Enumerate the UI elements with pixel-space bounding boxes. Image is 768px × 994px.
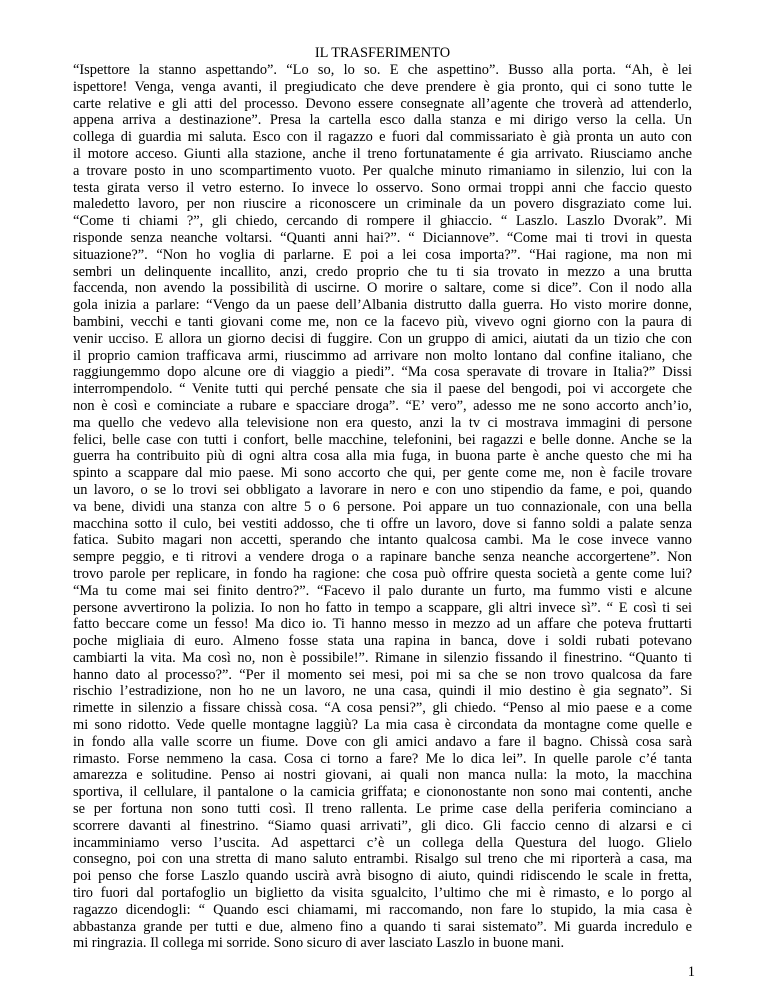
document-page (73, 45, 692, 952)
text-line: ragazzo dicendogli: “ Quando esci chiamami, mi raccomando, non fare lo stupido, la mia casa è (73, 901, 692, 918)
page-number: 1 (687, 964, 695, 980)
text-line: il motore acceso. Giunti alla stazione, anche il treno fortunatamente é gia arrivato. Riusciamo anche (73, 145, 692, 162)
text-line: ma quello che vedevo alla televisione non era questo, anzi la tv ci mostrava immagini di persone (73, 414, 692, 431)
text-line: raggiungemmo dopo alcune ore di viaggio a piedi”. “Ma cosa speravate di trovare in Italia?” Dissi (73, 364, 692, 381)
text-line: a trovare posto in uno scompartimento vuoto. Per qualche minuto rimaniamo in silenzio, lui con la (73, 162, 692, 179)
text-line: un lavoro, o se lo trovi sei obbligato a lavorare in nero e con uno stipendio da fame, e poi, quando (73, 481, 692, 498)
text-line: rimasto. Forse nemmeno la casa. Cosa ci torno a fare? Me lo dica lei”. In quelle parole c’é tanta (73, 750, 692, 767)
text-line: in fondo alla valle scorre un fiume. Dove con gli amici andavo a fare il bagno. Chissà cosa sarà (73, 733, 692, 750)
document-body (73, 62, 692, 952)
text-line: ispettore! Venga, venga avanti, il pregiudicato che deve prendere è gia pronto, qui ci sono tutte le (73, 78, 692, 95)
text-line: poche migliaia di euro. Almeno fosse stata una rapina in banca, dove i soldi rubati potevano (73, 633, 692, 650)
text-line: venir ucciso. E allora un giorno decisi di fuggire. Con un gruppo di amici, aiutati da un tizio che con (73, 330, 692, 347)
text-line: consegno, poi con una stretta di mano saluto entrambi. Risalgo sul treno che mi riporterà a casa, ma (73, 851, 692, 868)
text-line: persone avvertirono la polizia. Io non ho fatto in tempo a scappare, gli altri invece sì”. “ E così ti sei (73, 599, 692, 616)
text-line: sembri un delinquente incallito, anzi, credo proprio che tu ti sia trovato in mezzo a una brutta (73, 263, 692, 280)
text-line: risponde senza neanche voltarsi. “Quanti anni hai?”. “ Diciannove”. “Come mai ti trovi in questa (73, 229, 692, 246)
text-line: fatica. Subito magari non accetti, sperando che intanto qualcosa cambi. Ma le cose invece vanno (73, 532, 692, 549)
text-line: sempre peggio, e ti ritrovi a vendere droga o a rapinare banche senza neanche accorgertene”. Non (73, 549, 692, 566)
text-line: fatto beccare come un fesso! Ma dico io. Ti hanno messo in mezzo ad un affare che poteva fruttarti (73, 616, 692, 633)
text-line: tiro fuori dal portafoglio un biglietto da visita sgualcito, l’ultimo che mi è rimasto, e lo porgo al (73, 885, 692, 902)
text-line: scorrere davanti al finestrino. “Siamo quasi arrivati”, gli dico. Gli faccio cenno di alzarsi e ci (73, 817, 692, 834)
text-line: mi sono ridotto. Vede quelle montagne laggiù? La mia casa è circondata da montagne come quelle e (73, 717, 692, 734)
text-line: poi penso che forse Laszlo quando uscirà avrà bisogno di aiuto, quindi ridiscendo le scale in fretta, (73, 868, 692, 885)
text-line: collega di guardia mi saluta. Esco con il ragazzo e fuori dal commissariato è già pronta un auto con (73, 129, 692, 146)
text-line: trovo parole per replicare, in fondo ha ragione: che cosa può offrire questa società a gente come lui? (73, 565, 692, 582)
text-line: interrompendolo. “ Venite tutti qui perché pensate che sia il paese del bengodi, poi vi accorgete che (73, 381, 692, 398)
text-line: faccenda, non avendo la possibilità di uscirne. O morire o saltare, come si dice”. Con il nodo alla (73, 280, 692, 297)
text-line: carte relative e gli atti del processo. Devono essere consegnate all’agente che troverà ad attenderlo, (73, 95, 692, 112)
text-line: “Ispettore la stanno aspettando”. “Lo so, lo so. E che aspettino”. Busso alla porta. “Ah, è lei (73, 62, 692, 78)
text-line: incamminiamo verso l’uscita. Ad aspettarci c’è un collega della Questura del luogo. Glielo (73, 834, 692, 851)
text-line: va bene, dividi una stanza con altre 5 o 6 persone. Poi appare un tuo connazionale, con una bella (73, 498, 692, 515)
document-title: IL TRASFERIMENTO (314, 45, 451, 61)
text-line: “Ma tu come mai sei finito dentro?”. “Facevo il palo durante un furto, ma fummo visti e alcune (73, 582, 692, 599)
text-line: maledetto lavoro, per non riuscire a riconoscere un criminale da un povero disgraziato come lui. (73, 196, 692, 213)
text-line: abbastanza grande per tutti e due, almeno fino a quando ti sarai sistemato”. Mi guarda incredulo e (73, 918, 692, 935)
text-line: guerra ha contribuito più di ogni altra cosa alla mia fuga, in buona parte è anche questo che mi ha (73, 448, 692, 465)
text-line: felici, belle case con tutti i confort, belle macchine, telefonini, bei ragazzi e belle donne. Anche se la (73, 431, 692, 448)
text-line: appena arriva a destinazione”. Presa la cartella esco dalla stanza e mi dirigo verso la cella. Un (73, 112, 692, 129)
text-line: testa girata verso il vetro esterno. Io invece lo osservo. Sono ormai troppi anni che faccio questo (73, 179, 692, 196)
text-line: non è così e cominciate a rubare e spacciare droga”. “E’ vero”, adesso me ne sono accorto anch’io, (73, 397, 692, 414)
text-line: cambiarti la vita. Ma così no, non è possibile!”. Rimane in silenzio fissando il finestrino. “Quanto ti (73, 649, 692, 666)
text-line: situazione?”. “Non ho voglia di parlarne. E poi a lei cosa importa?”. “Hai ragione, ma non mi (73, 246, 692, 263)
text-line: “Come ti chiami ?”, gli chiedo, cercando di rompere il ghiaccio. “ Laszlo. Laszlo Dvorak”. Mi (73, 213, 692, 230)
text-line: rischio l’estradizione, non ho ne un lavoro, ne una casa, quindi il mio destino è gia segnato”. Si (73, 683, 692, 700)
text-line: rimette in silenzio a fissare chissà cosa. “A cosa pensi?”, gli chiedo. “Penso al mio paese e a come (73, 700, 692, 717)
text-line: se per fortuna non sono tutti così. Il treno rallenta. Le prime case della periferia cominciano a (73, 801, 692, 818)
text-line: amarezza e solitudine. Penso ai nostri giovani, ai quali non manca nulla: la moto, la macchina (73, 767, 692, 784)
text-line: sportiva, il cellulare, il pantalone o la camicia griffata; e ciononostante non sono mai contenti, anche (73, 784, 692, 801)
text-line: il proprio camion trafficava armi, riuscimmo ad arrivare non molto lontano dal confine italiano, che (73, 347, 692, 364)
text-line: spinto a scappare dal mio paese. Mi sono accorto che qui, per gente come me, non è facile trovare (73, 465, 692, 482)
text-line: gola inizia a parlare: “Vengo da un paese dell’Albania distrutto dalla guerra. Ho visto morire donne, (73, 297, 692, 314)
text-line: macchina sotto il culo, bei vestiti addosso, che ti offre un lavoro, dove si fanno soldi a palate senza (73, 515, 692, 532)
text-line: mi ringrazia. Il collega mi sorride. Sono sicuro di aver lasciato Laszlo in buone mani. (73, 935, 565, 952)
text-line: bambini, vecchi e tanti giovani come me, non ce la facevo più, vivevo ogni giorno con la paura di (73, 313, 692, 330)
text-line: hanno dato al processo?”. “Per il momento sei mesi, poi mi sa che se non trovo qualcosa da fare (73, 666, 692, 683)
